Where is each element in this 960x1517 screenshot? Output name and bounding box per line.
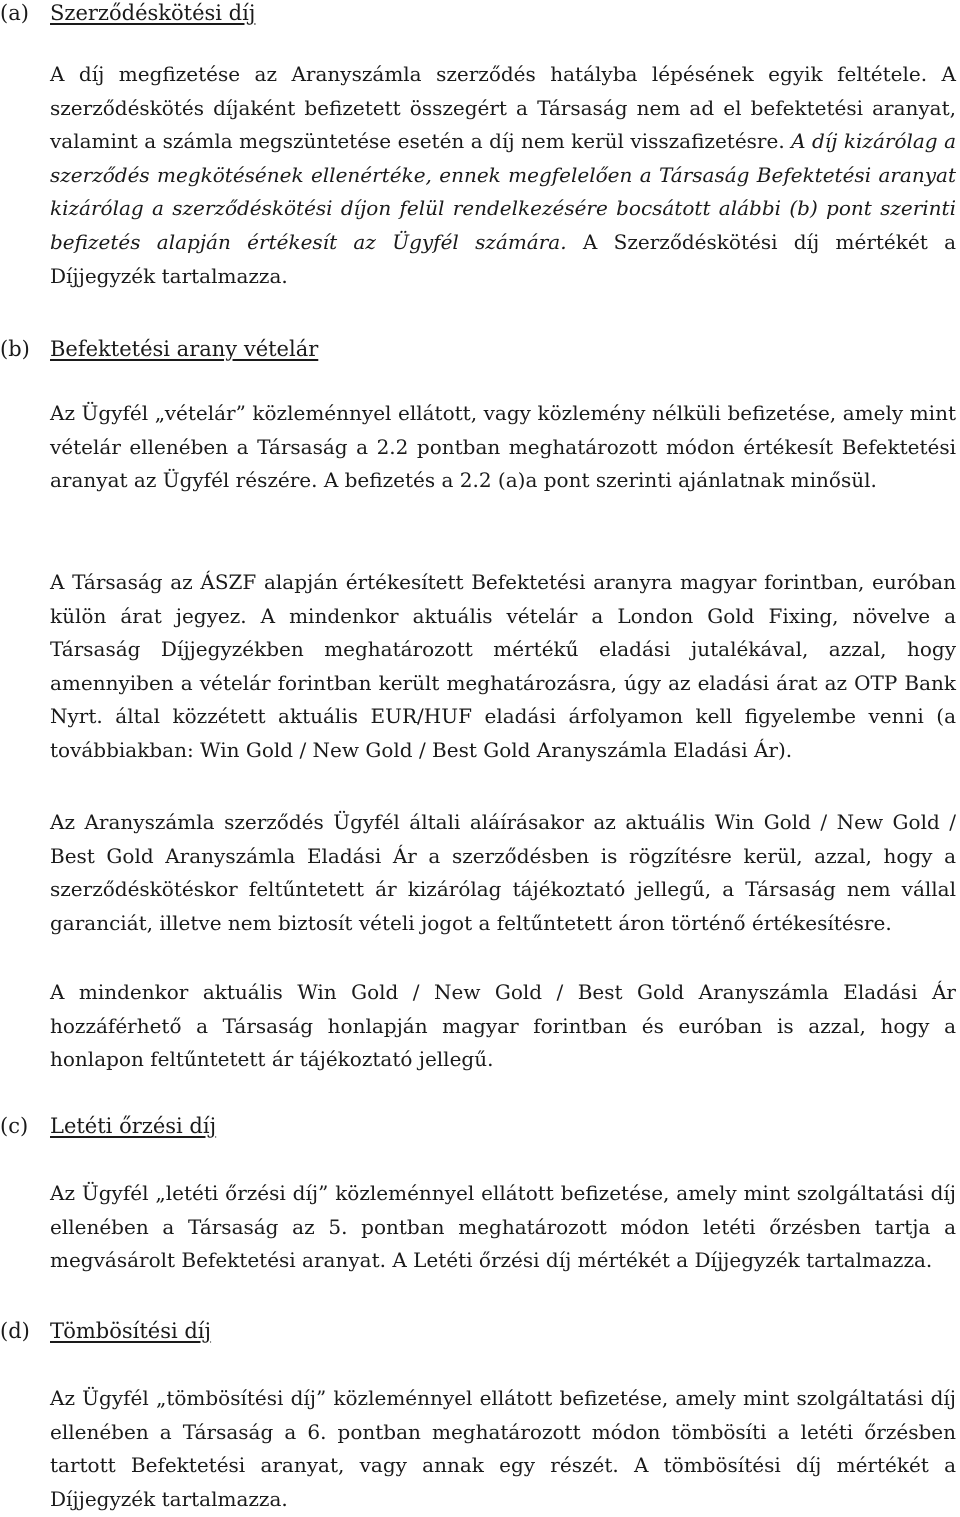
paragraph: Az Ügyfél „letéti őrzési díj” közleménnyel ellátott befizetése, amely mint szolgáltatási díj ellenében a Társaság az 5. pontban meghatározott módon letéti őrzésben tartja a megvásárolt Befektetési aranyat. A Letéti őrzési díj mértékét a Díjjegyzék tartalmazza. bbox=[50, 1181, 956, 1273]
section-title: Szerződéskötési díj bbox=[50, 1, 256, 25]
section-heading-c bbox=[0, 1113, 216, 1139]
paragraph: Az Ügyfél „tömbösítési díj” közleménnyel ellátott befizetése, amely mint szolgáltatási díj ellenében a Társaság a 6. pontban meghatározott módon tömbösíti a letéti őrzésben tartott Befektetési aranyat, vagy annak egy részét. A tömbösítési díj mértékét a Díjjegyzék tartalmazza. bbox=[50, 1386, 956, 1511]
section-label: (c) bbox=[0, 1114, 29, 1138]
section-label: (a) bbox=[0, 1, 29, 25]
paragraph: Az Ügyfél „vételár” közleménnyel ellátott, vagy közlemény nélküli befizetése, amely mint vételár ellenében a Társaság a 2.2 pontban meghatározott módon értékesít Befektetési aranyat az Ügyfél részére. A befizetés a 2.2 (a)a pont szerinti ajánlatnak minősül. bbox=[50, 401, 956, 493]
paragraph-italic-text: A díj kizárólag a szerződés megkötésének ellenértéke, ennek megfelelően a Társaság Befektetési aranyat kizárólag a szerződéskötési díjon felül rendelkezésére bocsátott alábbi (b) pont szerinti befizetés alapján értékesít az Ügyfél számára. bbox=[50, 129, 956, 254]
section-title: Tömbösítési díj bbox=[50, 1319, 212, 1343]
paragraph: A Társaság az ÁSZF alapján értékesített Befektetési aranyra magyar forintban, euróban külön árat jegyez. A mindenkor aktuális vételár a London Gold Fixing, növelve a Társaság Díjjegyzékben meghatározott mértékű eladási jutalékával, azzal, hogy amennyiben a vételár forintban került meghatározásra, úgy az eladási árat az OTP Bank Nyrt. által közzétett aktuális EUR/HUF eladási árfolyamon kell figyelembe venni (a továbbiakban: Win Gold / New Gold / Best Gold Aranyszámla Eladási Ár). bbox=[50, 570, 956, 762]
section-label: (d) bbox=[0, 1319, 30, 1343]
section-heading-d bbox=[0, 1318, 211, 1344]
paragraph-text: A Szerződéskötési díj mértékét a Díjjegyzék tartalmazza. bbox=[50, 229, 956, 288]
section-label: (b) bbox=[0, 337, 30, 361]
paragraph: Az Aranyszámla szerződés Ügyfél általi aláírásakor az aktuális Win Gold / New Gold / Best Gold Aranyszámla Eladási Ár a szerződésben is rögzítésre kerül, azzal, hogy a szerződéskötéskor feltűntetett ár kizárólag tájékoztató jellegű, a Társaság nem vállal garanciát, illetve nem biztosít vételi jogot a feltűntetett áron történő értékesítésre. bbox=[50, 810, 956, 935]
paragraph bbox=[50, 58, 956, 293]
section-heading-b bbox=[0, 336, 318, 362]
section-heading-a bbox=[0, 0, 255, 26]
section-title: Befektetési arany vételár bbox=[50, 337, 319, 361]
paragraph: A mindenkor aktuális Win Gold / New Gold / Best Gold Aranyszámla Eladási Ár hozzáférhető a Társaság honlapján magyar forintban és euróban is azzal, hogy a honlapon feltűntetett ár tájékoztató jellegű. bbox=[50, 980, 956, 1072]
section-title: Letéti őrzési díj bbox=[50, 1114, 217, 1138]
paragraph-text: A díj megfizetése az Aranyszámla szerződés hatályba lépésének egyik feltétele. A szerződéskötés díjaként befizetett összegért a Társaság nem ad el befektetési aranyat, valamint a számla megszüntetése esetén a díj nem kerül visszafizetésre. bbox=[50, 62, 956, 154]
